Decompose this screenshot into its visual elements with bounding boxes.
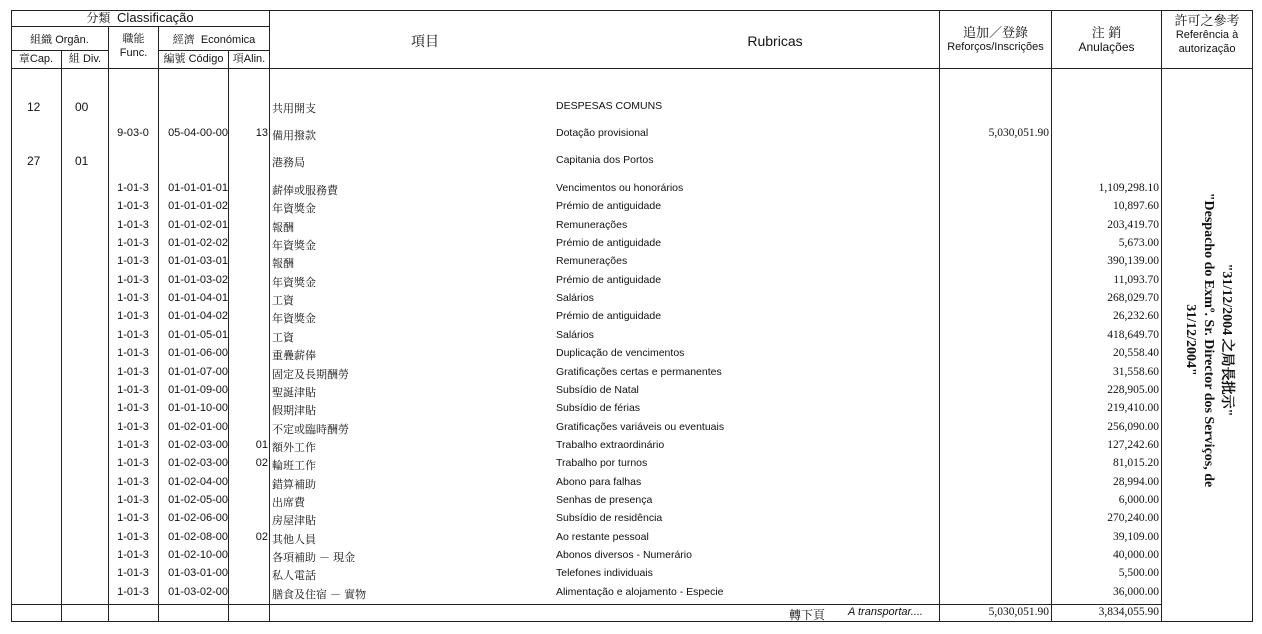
item-zh-cell: 年資獎金	[272, 276, 316, 289]
func-cell: 1-01-3	[117, 402, 149, 415]
table-row	[11, 327, 1161, 345]
anulacao-cell: 6,000.00	[1118, 493, 1159, 506]
func-cell: 1-01-3	[117, 200, 149, 213]
item-zh-cell: 私人電話	[272, 570, 316, 583]
code-cell: 01-01-01-02	[168, 200, 228, 213]
code-cell: 01-01-02-02	[168, 237, 228, 250]
rubrica-pt-cell: DESPESAS COMUNS	[556, 100, 663, 112]
rubrica-pt-cell: Senhas de presença	[556, 493, 653, 506]
item-zh-cell: 聖誕津貼	[272, 386, 316, 399]
func-cell: 1-01-3	[117, 567, 149, 580]
anulacao-cell: 5,500.00	[1118, 567, 1159, 580]
rubrica-pt-cell: Alimentação e alojamento - Especie	[556, 585, 724, 598]
code-cell: 01-01-03-01	[168, 255, 228, 268]
anulacoes-zh: 注 銷	[1091, 25, 1122, 40]
codigo-header	[159, 52, 228, 66]
item-zh-cell: 報酬	[272, 221, 294, 234]
item-zh-cell: 不定或臨時酬勞	[272, 423, 349, 436]
item-zh-cell: 共用開支	[272, 103, 316, 115]
code-cell: 01-02-04-00	[168, 475, 228, 488]
rubrica-pt-cell: Vencimentos ou honorários	[556, 182, 684, 194]
code-cell: 01-01-10-00	[168, 402, 228, 415]
alin-zh: 項	[232, 53, 244, 65]
classification-zh: 分類	[86, 11, 111, 25]
func-cell: 1-01-3	[117, 475, 149, 488]
table-row	[11, 510, 1161, 528]
anulacao-cell: 5,673.00	[1118, 237, 1159, 250]
rubrica-pt-cell: Duplicação de vencimentos	[556, 347, 685, 360]
func-cell: 1-01-3	[117, 328, 149, 341]
alin-header	[229, 52, 269, 66]
code-cell: 01-01-03-02	[168, 273, 228, 286]
anulacao-cell: 228,905.00	[1107, 383, 1159, 396]
economica-zh: 經濟	[172, 34, 195, 46]
item-zh-cell: 假期津貼	[272, 405, 316, 418]
anulacao-cell: 10,897.60	[1113, 200, 1159, 213]
rubrica-pt-cell: Subsídio de férias	[556, 402, 641, 415]
anulacao-cell: 268,029.70	[1107, 292, 1159, 305]
table-row	[11, 492, 1161, 510]
reforcos-header	[940, 26, 1051, 54]
func-cell: 1-01-3	[117, 255, 149, 268]
table-row	[11, 474, 1161, 492]
code-cell: 05-04-00-00	[168, 127, 228, 139]
authorization-line2: "Despacho do Exmº. Sr. Director dos Serviços, de	[1201, 192, 1216, 488]
reforco-cell: 5,030,051.90	[988, 127, 1049, 139]
anulacao-cell: 270,240.00	[1107, 512, 1159, 525]
rubrica-pt-cell: Abonos diversos - Numerário	[556, 549, 692, 561]
alin-cell: 13	[255, 127, 268, 139]
table-row	[11, 290, 1161, 308]
item-zh-cell: 年資獎金	[272, 240, 316, 253]
codigo-pt: Código	[188, 53, 224, 65]
func-zh: 職能	[122, 33, 145, 45]
item-zh-cell: 工資	[272, 331, 294, 344]
func-cell: 1-01-3	[117, 218, 149, 231]
table-row	[11, 529, 1161, 547]
func-cell: 1-01-3	[117, 347, 149, 360]
reforcos-pt: Reforços/Inscrições	[947, 41, 1044, 53]
anulacao-cell: 31,558.60	[1113, 365, 1159, 378]
cap-header	[11, 52, 61, 66]
cap-cell: 27	[27, 154, 41, 168]
item-zh-cell: 膳食及住宿 － 實物	[272, 588, 367, 601]
func-pt: Func.	[119, 47, 148, 59]
rubrica-pt-cell: Trabalho extraordinário	[556, 438, 665, 451]
func-cell: 1-01-3	[117, 310, 149, 323]
cap-pt: Cap.	[29, 53, 54, 65]
anulacao-cell: 39,109.00	[1113, 530, 1159, 543]
table-row	[11, 364, 1161, 382]
referencia-pt1: Referência à	[1175, 29, 1239, 41]
rubrica-pt-cell: Prémio de antiguidade	[556, 310, 662, 323]
div-cell: 01	[75, 154, 89, 168]
total-anulacoes: 3,834,055.90	[1098, 606, 1159, 618]
rubrica-pt-cell: Subsídio de residência	[556, 512, 663, 525]
table-row	[11, 419, 1161, 437]
anulacao-cell: 1,109,298.10	[1098, 182, 1159, 194]
anulacao-cell: 219,410.00	[1107, 402, 1159, 415]
anulacao-cell: 36,000.00	[1113, 585, 1159, 598]
func-cell: 1-01-3	[117, 365, 149, 378]
table-row	[11, 198, 1161, 216]
code-cell: 01-01-04-01	[168, 292, 228, 305]
func-cell: 1-01-3	[117, 273, 149, 286]
item-zh-cell: 各項補助 － 現金	[272, 552, 356, 564]
codigo-zh: 編號	[163, 53, 186, 65]
economica-header	[159, 33, 269, 47]
rubrica-pt-cell: Remunerações	[556, 218, 628, 231]
item-zh-cell: 固定及長期酬勞	[272, 368, 349, 381]
code-cell: 01-01-09-00	[168, 383, 228, 396]
authorization-line3: 31/12/2004"	[1183, 304, 1198, 376]
func-cell: 1-01-3	[117, 420, 149, 433]
func-cell: 1-01-3	[117, 530, 149, 543]
organica-zh: 組織	[30, 34, 53, 46]
anulacoes-pt: Anulações	[1078, 40, 1135, 54]
classification-pt: Classificação	[117, 10, 194, 25]
code-cell: 01-01-04-02	[168, 310, 228, 323]
func-cell: 9-03-0	[117, 127, 149, 139]
table-row	[11, 235, 1161, 253]
referencia-header	[1162, 14, 1252, 56]
rubricas-header: Rubricas	[747, 33, 803, 49]
func-cell: 1-01-3	[117, 182, 149, 194]
classification-header	[11, 11, 269, 25]
code-cell: 01-01-02-01	[168, 218, 228, 231]
func-header	[109, 32, 158, 60]
transportar-pt: A transportar....	[848, 606, 923, 618]
anulacao-cell: 256,090.00	[1107, 420, 1159, 433]
table-row	[11, 400, 1161, 418]
anulacao-cell: 20,558.40	[1113, 347, 1159, 360]
rubrica-pt-cell: Gratificações variáveis ou eventuais	[556, 420, 725, 433]
referencia-pt2: autorização	[1178, 43, 1236, 55]
rubrica-pt-cell: Capitania dos Portos	[556, 154, 654, 166]
rubrica-pt-cell: Prémio de antiguidade	[556, 273, 662, 286]
code-cell: 01-01-06-00	[168, 347, 228, 360]
rubrica-pt-cell: Prémio de antiguidade	[556, 237, 662, 250]
authorization-note	[1163, 70, 1253, 610]
alin-cell: 02	[255, 457, 268, 470]
item-zh-cell: 重疊薪俸	[272, 350, 316, 363]
table-row	[11, 547, 1161, 565]
table-row	[11, 152, 1161, 170]
items-zh-header: 項目	[411, 33, 439, 49]
rubrica-pt-cell: Prémio de antiguidade	[556, 200, 662, 213]
cap-zh: 章	[18, 53, 30, 65]
authorization-line1: "31/12/2004 之局長批示"	[1219, 263, 1234, 417]
rubrica-pt-cell: Salários	[556, 292, 594, 305]
item-zh-cell: 其他人員	[272, 533, 316, 546]
func-cell: 1-01-3	[117, 383, 149, 396]
rubrica-pt-cell: Remunerações	[556, 255, 628, 268]
rubrica-pt-cell: Trabalho por turnos	[556, 457, 648, 470]
rubrica-pt-cell: Abono para falhas	[556, 475, 642, 488]
anulacao-cell: 26,232.60	[1113, 310, 1159, 323]
rubrica-pt-cell: Telefones individuais	[556, 567, 653, 580]
alin-pt: Alin.	[243, 53, 266, 65]
table-row	[11, 565, 1161, 583]
table-row	[11, 437, 1161, 455]
div-header	[62, 52, 108, 66]
item-zh-cell: 薪俸或服務費	[272, 185, 338, 197]
reforcos-zh: 追加／登錄	[962, 25, 1028, 40]
div-pt: Div.	[82, 53, 102, 65]
func-cell: 1-01-3	[117, 512, 149, 525]
organica-header	[11, 33, 108, 47]
table-row	[11, 180, 1161, 198]
alin-cell: 02	[255, 530, 268, 543]
code-cell: 01-02-08-00	[168, 530, 228, 543]
anulacao-cell: 390,139.00	[1107, 255, 1159, 268]
table-row	[11, 253, 1161, 271]
item-zh-cell: 港務局	[272, 157, 305, 169]
economica-pt: Económica	[200, 34, 256, 46]
table-row	[11, 308, 1161, 326]
func-cell: 1-01-3	[117, 585, 149, 598]
item-zh-cell: 備用撥款	[272, 130, 316, 142]
alin-cell: 01	[255, 438, 268, 451]
anulacao-cell: 11,093.70	[1113, 273, 1159, 286]
item-zh-cell: 錯算補助	[272, 478, 316, 491]
table-row	[11, 382, 1161, 400]
code-cell: 01-01-07-00	[168, 365, 228, 378]
anulacao-cell: 81,015.20	[1113, 457, 1159, 470]
referencia-zh: 許可之參考	[1174, 13, 1240, 28]
code-cell: 01-03-01-00	[168, 567, 228, 580]
rubrica-pt-cell: Subsídio de Natal	[556, 383, 639, 396]
item-zh-cell: 出席費	[272, 496, 305, 509]
func-cell: 1-01-3	[117, 292, 149, 305]
anulacao-cell: 203,419.70	[1107, 218, 1159, 231]
code-cell: 01-01-01-01	[168, 182, 228, 194]
code-cell: 01-02-05-00	[168, 493, 228, 506]
div-cell: 00	[75, 100, 89, 114]
table-row	[11, 272, 1161, 290]
item-zh-cell: 工資	[272, 295, 294, 308]
func-cell: 1-01-3	[117, 457, 149, 470]
transportar-zh: 轉下頁	[789, 608, 826, 622]
table-row	[11, 345, 1161, 363]
table-row	[11, 125, 1161, 143]
code-cell: 01-03-02-00	[168, 585, 228, 598]
code-cell: 01-02-01-00	[168, 420, 228, 433]
budget-table	[11, 10, 1253, 622]
code-cell: 01-01-05-01	[168, 328, 228, 341]
total-reforcos: 5,030,051.90	[988, 606, 1049, 618]
func-cell: 1-01-3	[117, 237, 149, 250]
table-row	[11, 455, 1161, 473]
rubrica-pt-cell: Gratificações certas e permanentes	[556, 365, 722, 378]
func-cell: 1-01-3	[117, 493, 149, 506]
func-cell: 1-01-3	[117, 438, 149, 451]
func-cell: 1-01-3	[117, 549, 149, 561]
item-zh-cell: 年資獎金	[272, 203, 316, 216]
div-zh: 組	[68, 53, 80, 65]
cap-cell: 12	[27, 100, 41, 114]
code-cell: 01-02-06-00	[168, 512, 228, 525]
code-cell: 01-02-03-00	[168, 438, 228, 451]
code-cell: 01-02-03-00	[168, 457, 228, 470]
item-zh-cell: 輪班工作	[272, 460, 316, 473]
item-zh-cell: 房屋津貼	[272, 515, 316, 528]
anulacao-cell: 127,242.60	[1107, 438, 1159, 451]
anulacoes-header	[1052, 26, 1161, 54]
item-zh-cell: 年資獎金	[272, 313, 316, 326]
anulacao-cell: 418,649.70	[1107, 328, 1159, 341]
rubrica-pt-cell: Salários	[556, 328, 594, 341]
anulacao-cell: 40,000.00	[1113, 549, 1159, 561]
rubrica-pt-cell: Dotação provisional	[556, 127, 649, 139]
code-cell: 01-02-10-00	[168, 549, 228, 561]
table-row	[11, 584, 1161, 602]
item-zh-cell: 額外工作	[272, 441, 316, 454]
table-row	[11, 217, 1161, 235]
organica-pt: Orgân.	[55, 34, 89, 46]
item-zh-cell: 報酬	[272, 258, 294, 271]
rubrica-pt-cell: Ao restante pessoal	[556, 530, 649, 543]
anulacao-cell: 28,994.00	[1113, 475, 1159, 488]
table-row	[11, 98, 1161, 116]
